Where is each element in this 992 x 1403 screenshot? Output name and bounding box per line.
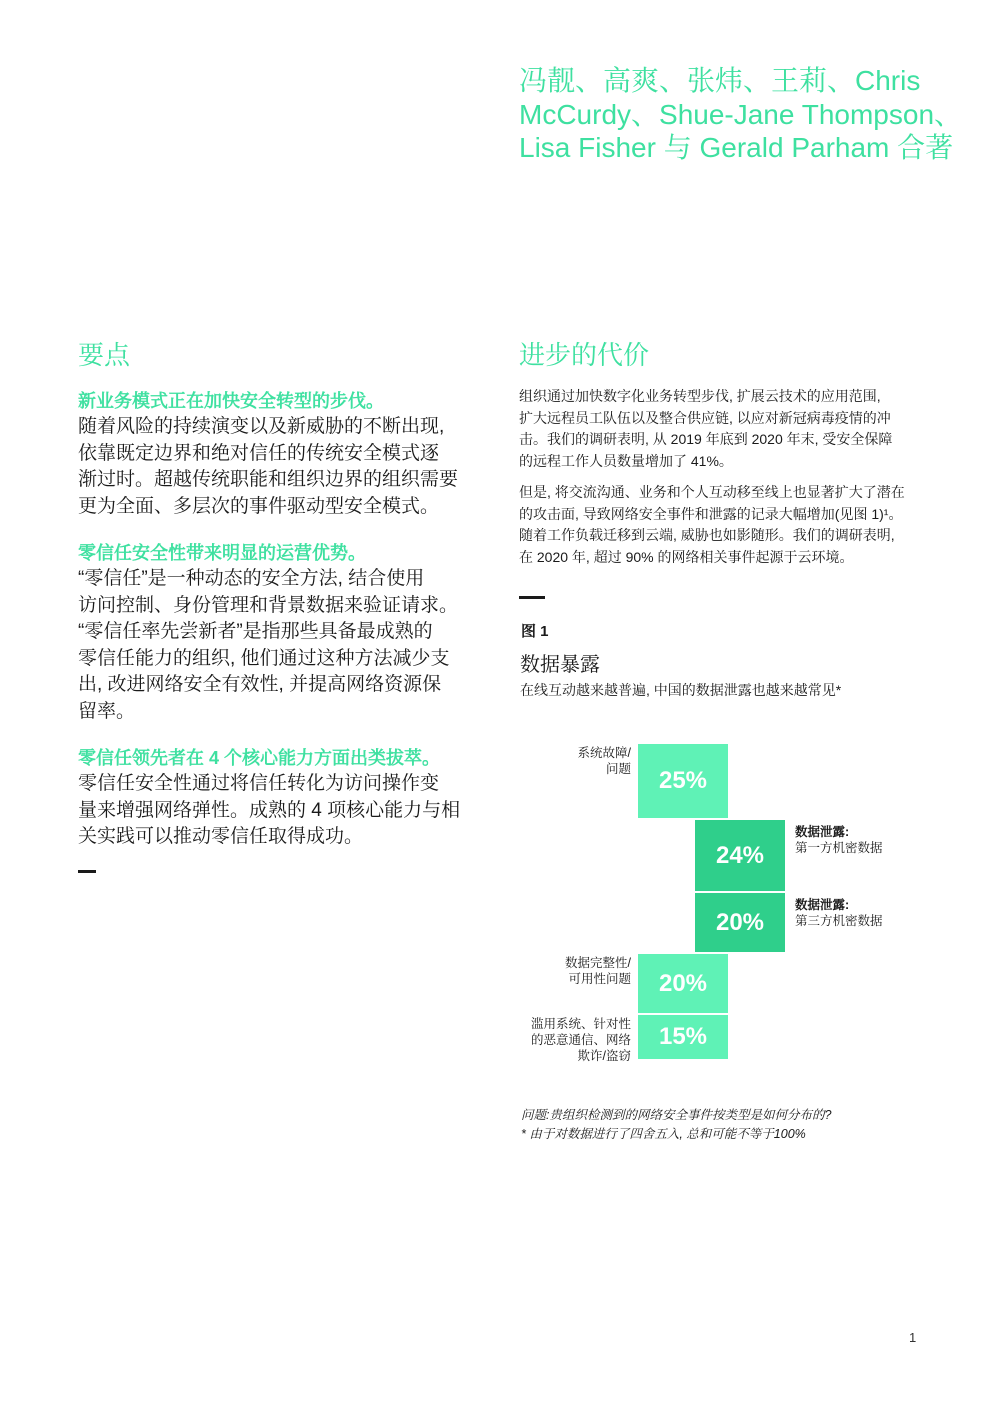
chart-bar [695,893,785,952]
body-paragraph [519,482,919,568]
chart-bar [638,1015,728,1059]
author-line: McCurdy、Shue-Jane Thompson、 [519,98,963,130]
figure-title: 数据暴露 [520,654,600,676]
category-label-line: 第三方机密数据 [795,914,883,928]
key-point-body [78,414,478,520]
bar-category-label [795,824,883,856]
paragraph-line: 击。我们的调研表明, 从 2019 年底到 2020 年末, 受安全保障 [519,431,893,447]
bar-value-label: 25% [658,767,708,794]
bar-value-label: 20% [715,908,765,936]
cost-heading: 进步的代价 [519,340,650,370]
key-point-line: 更为全面、多层次的事件驱动型安全模式。 [78,495,440,517]
category-label-line: 问题 [605,762,631,776]
section-divider [78,870,96,873]
bar-value-label: 15% [658,1023,708,1050]
category-label-line: 系统故障/ [577,746,631,760]
key-point-body [78,566,478,725]
bar-category-label [565,955,631,987]
cost-section [519,338,919,568]
key-point-line: 量来增强网络弹性。成熟的 4 项核心能力与相 [78,799,461,821]
key-point-line: 出, 改进网络安全有效性, 并提高网络资源保 [78,674,442,695]
note-line: 问题:贵组织检测到的网络安全事件按类型是如何分布的? [521,1108,832,1122]
key-point-line: “零信任”是一种动态的安全方法, 结合使用 [78,568,425,589]
category-label-line: 的恶意通信、网络 [530,1033,631,1047]
chart-bar [638,744,728,818]
category-label-line: 欺诈/盗窃 [577,1049,631,1063]
key-point-title: 零信任领先者在 4 个核心能力方面出类拔萃。 [78,748,441,768]
category-label-line: 数据完整性/ [565,956,631,970]
page-number: 1 [909,1330,917,1345]
author-line: 冯靓、高爽、张炜、王莉、Chris [519,65,921,96]
key-point-line: 渐过时。超越传统职能和组织边界的组织需要 [78,469,459,490]
key-points-heading: 要点 [78,340,131,370]
figure-note [521,1106,831,1144]
key-point [78,745,478,851]
category-label-line: 数据泄露: [795,825,850,839]
paragraph-line: 组织通过加快数字化业务转型步伐, 扩展云技术的应用范围, [519,388,881,404]
key-point-line: 关实践可以推动零信任取得成功。 [78,826,364,847]
figure-label: 图 1 [521,623,549,640]
chart-bar [695,820,785,891]
category-label-line: 数据泄露: [795,898,850,912]
key-point-title: 零信任安全性带来明显的运营优势。 [78,543,366,563]
body-paragraph [519,386,919,472]
key-point-line: 访问控制、身份管理和背景数据来验证请求。 [78,594,459,616]
bar-category-label [578,745,631,777]
authors [519,64,969,165]
paragraph-line: 在 2020 年, 超过 90% 的网络相关事件起源于云环境。 [519,548,854,565]
key-point-title: 新业务模式正在加快安全转型的步伐。 [78,391,384,411]
category-label-line: 滥用系统、针对性 [530,1017,631,1031]
key-point [78,388,478,520]
figure-subtitle: 在线互动越来越普遍, 中国的数据泄露也越来越常见* [520,682,842,698]
bar-category-label [531,1016,631,1064]
bar-value-label: 20% [658,969,708,997]
note-line: * 由于对数据进行了四舍五入, 总和可能不等于100% [521,1127,806,1141]
key-point-line: 随着风险的持续演变以及新威胁的不断出现, [78,416,445,437]
key-point-line: 零信任能力的组织, 他们通过这种方法减少支 [78,647,450,669]
key-point [78,540,478,725]
paragraph-line: 但是, 将交流沟通、业务和个人互动移至线上也显著扩大了潜在 [519,484,905,500]
key-point-line: 零信任安全性通过将信任转化为访问操作变 [78,773,440,794]
author-line: Lisa Fisher 与 Gerald Parham 合著 [519,132,954,163]
bar-value-label: 24% [715,841,765,869]
key-point-line: “零信任率先尝新者”是指那些具备最成熟的 [78,621,433,642]
key-point-line: 依靠既定边界和绝对信任的传统安全模式逐 [78,442,440,464]
key-point-line: 留率。 [78,700,136,722]
figure-divider [519,596,545,599]
key-points-section [78,338,478,851]
key-point-body [78,771,478,851]
chart-bar [638,954,728,1013]
paragraph-line: 随着工作负载迁移到云端, 威胁也如影随形。我们的调研表明, [519,527,895,543]
category-label-line: 第一方机密数据 [795,841,883,855]
category-label-line: 可用性问题 [568,972,631,986]
paragraph-line: 的远程工作人员数量增加了 41%。 [519,452,733,469]
paragraph-line: 扩大远程员工队伍以及整合供应链, 以应对新冠病毒疫情的冲 [519,409,891,426]
bar-category-label [795,897,883,929]
paragraph-line: 的攻击面, 导致网络安全事件和泄露的记录大幅增加(见图 1)¹。 [519,505,903,522]
